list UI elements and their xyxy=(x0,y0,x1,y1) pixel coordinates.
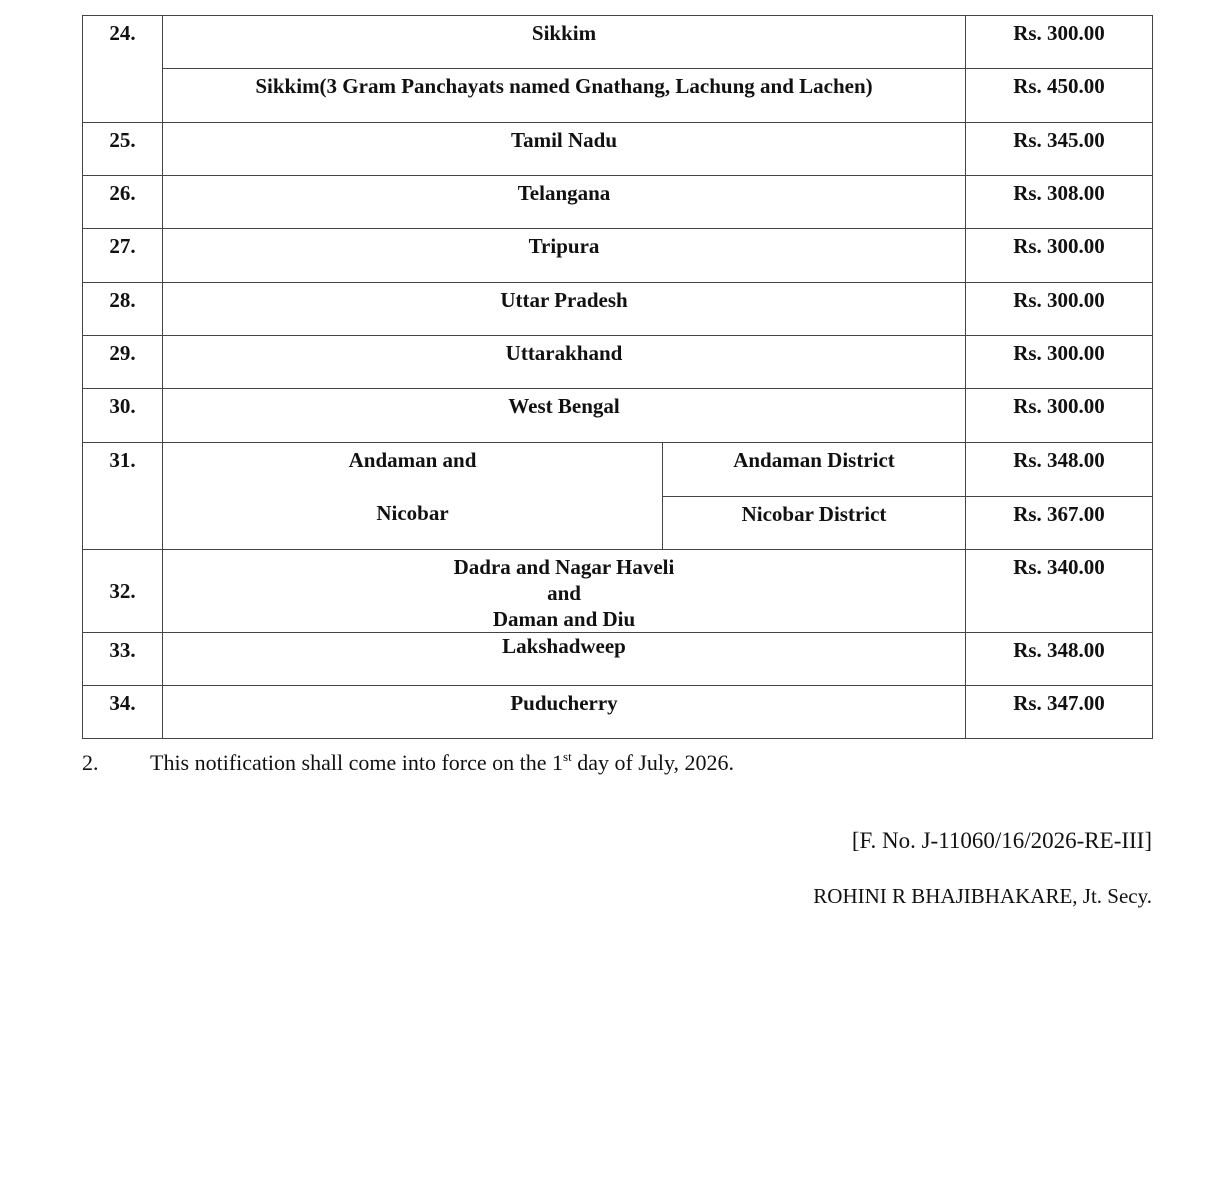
ut-name-line-3: Daman and Diu xyxy=(492,607,636,631)
wage-amount: Rs. 450.00 xyxy=(966,69,1153,123)
serial-number: 34. xyxy=(83,686,163,739)
table-row xyxy=(83,283,1153,336)
serial-number: 25. xyxy=(83,123,163,176)
paragraph-number: 2. xyxy=(82,750,99,775)
ut-name-line-1: Dadra and Nagar Haveli xyxy=(453,555,675,579)
union-territory-name xyxy=(163,443,663,550)
serial-number: 30. xyxy=(83,389,163,443)
state-name: Uttar Pradesh xyxy=(163,283,966,336)
state-name: Puducherry xyxy=(163,686,966,739)
table-row xyxy=(83,176,1153,229)
state-name: Lakshadweep xyxy=(163,633,966,686)
state-name: West Bengal xyxy=(163,389,966,443)
wage-amount: Rs. 348.00 xyxy=(966,443,1153,497)
serial-number: 28. xyxy=(83,283,163,336)
table-row xyxy=(83,633,1153,686)
wage-amount: Rs. 300.00 xyxy=(966,229,1153,283)
wage-rates-table xyxy=(82,15,1153,739)
paragraph-text-end: day of July, 2026. xyxy=(571,750,735,775)
state-name: Tamil Nadu xyxy=(163,123,966,176)
paragraph-text xyxy=(150,750,734,776)
table-row xyxy=(83,123,1153,176)
ordinal-suffix: st xyxy=(563,749,572,764)
wage-amount: Rs. 308.00 xyxy=(966,176,1153,229)
wage-amount: Rs. 300.00 xyxy=(966,389,1153,443)
district-name: Andaman District xyxy=(663,443,966,497)
wage-amount: Rs. 345.00 xyxy=(966,123,1153,176)
table-row xyxy=(83,443,1153,497)
serial-number: 29. xyxy=(83,336,163,389)
file-number: [F. No. J-11060/16/2026-RE-III] xyxy=(851,828,1152,853)
district-name: Nicobar District xyxy=(663,496,966,550)
serial-number: 32. xyxy=(83,550,163,633)
ut-name-line-2: and xyxy=(547,581,581,605)
table-row xyxy=(83,229,1153,283)
table-row xyxy=(83,550,1153,633)
wage-amount: Rs. 300.00 xyxy=(966,283,1153,336)
wage-amount: Rs. 367.00 xyxy=(966,496,1153,550)
wage-amount: Rs. 348.00 xyxy=(966,633,1153,686)
union-territory-name xyxy=(163,550,966,633)
state-name: Sikkim xyxy=(163,16,966,69)
table-row xyxy=(83,16,1153,69)
serial-number: 24. xyxy=(83,16,163,123)
table-row xyxy=(83,69,1153,123)
serial-number: 26. xyxy=(83,176,163,229)
table-row xyxy=(83,686,1153,739)
state-name: Sikkim(3 Gram Panchayats named Gnathang, Lachung and Lachen) xyxy=(163,69,966,123)
paragraph-text-start: This notification shall come into force on the 1 xyxy=(150,750,564,775)
signatory: ROHINI R BHAJIBHAKARE, Jt. Secy. xyxy=(813,884,1152,908)
serial-number: 31. xyxy=(83,443,163,550)
table-row xyxy=(83,336,1153,389)
ut-name-line-1: Andaman and xyxy=(348,448,477,472)
serial-number: 33. xyxy=(83,633,163,686)
wage-amount: Rs. 340.00 xyxy=(966,550,1153,633)
ut-name-line-2: Nicobar xyxy=(376,501,449,525)
wage-amount: Rs. 347.00 xyxy=(966,686,1153,739)
table-row xyxy=(83,389,1153,443)
wage-amount: Rs. 300.00 xyxy=(966,336,1153,389)
state-name: Tripura xyxy=(163,229,966,283)
state-name: Uttarakhand xyxy=(163,336,966,389)
wage-amount: Rs. 300.00 xyxy=(966,16,1153,69)
serial-number: 27. xyxy=(83,229,163,283)
state-name: Telangana xyxy=(163,176,966,229)
